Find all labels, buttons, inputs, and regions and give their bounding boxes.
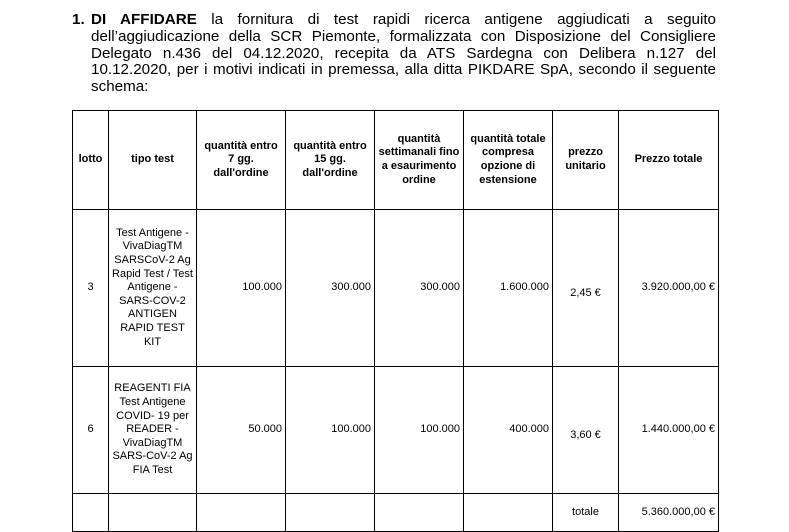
header-quantita-7gg: quantità entro 7 gg. dall'ordine (197, 111, 286, 210)
table-row (73, 210, 719, 367)
empty-cell (197, 494, 286, 532)
cell-quantita-15gg: 100.000 (286, 367, 375, 494)
empty-cell (286, 494, 375, 532)
paragraph-lead: DI AFFIDARE (91, 11, 197, 28)
cell-tipo-test: REAGENTI FIA Test Antigene COVID- 19 per READER - VivaDiagTM SARS-CoV-2 Ag FIA Test (109, 367, 197, 494)
cell-quantita-15gg: 300.000 (286, 210, 375, 367)
empty-cell (464, 494, 553, 532)
header-prezzo-unitario: prezzo unitario (553, 111, 619, 210)
paragraph-text: la fornitura di test rapidi ricerca antigene aggiudicati a seguito dell’aggiudicazione della SCR Piemonte, formalizzata con Disposizione del Consigliere Delegato n.436 del 04.12.2020, recepita da ATS Sardegna con Delibera n.127 del 10.12.2020, per i motivi indicati in premessa, alla ditta PIKDARE SpA, secondo il seguente schema: (91, 11, 717, 96)
header-lotto: lotto (73, 111, 109, 210)
cell-tipo-test: Test Antigene - VivaDiagTM SARSCoV-2 Ag Rapid Test / Test Antigene - SARS-COV-2 ANTIGEN RAPID TEST KIT (109, 210, 197, 367)
total-row (73, 494, 719, 532)
table-row (73, 367, 719, 494)
cell-prezzo-unitario: 3,60 € (553, 367, 619, 494)
header-quantita-15gg: quantità entro 15 gg. dall'ordine (286, 111, 375, 210)
cell-quantita-settimanali: 300.000 (375, 210, 464, 367)
cell-quantita-settimanali: 100.000 (375, 367, 464, 494)
cell-prezzo-totale: 1.440.000,00 € (619, 367, 719, 494)
header-tipo-test: tipo test (109, 111, 197, 210)
paragraph-item-1 (72, 12, 716, 96)
header-row (73, 111, 719, 210)
cell-quantita-totale: 1.600.000 (464, 210, 553, 367)
empty-cell (109, 494, 197, 532)
total-value: 5.360.000,00 € (619, 494, 719, 532)
cell-prezzo-unitario: 2,45 € (553, 210, 619, 367)
cell-lotto: 6 (73, 367, 109, 494)
header-prezzo-totale: Prezzo totale (619, 111, 719, 210)
item-number: 1. (72, 11, 85, 28)
paragraph-body (72, 12, 716, 96)
header-quantita-totale: quantità totale compresa opzione di estensione (464, 111, 553, 210)
empty-cell (73, 494, 109, 532)
cell-lotto: 3 (73, 210, 109, 367)
empty-cell (375, 494, 464, 532)
cell-prezzo-totale: 3.920.000,00 € (619, 210, 719, 367)
cell-quantita-7gg: 100.000 (197, 210, 286, 367)
cell-quantita-7gg: 50.000 (197, 367, 286, 494)
cell-quantita-totale: 400.000 (464, 367, 553, 494)
total-label: totale (553, 494, 619, 532)
procurement-table (72, 110, 719, 532)
header-quantita-settimanali: quantità settimanali fino a esaurimento ordine (375, 111, 464, 210)
